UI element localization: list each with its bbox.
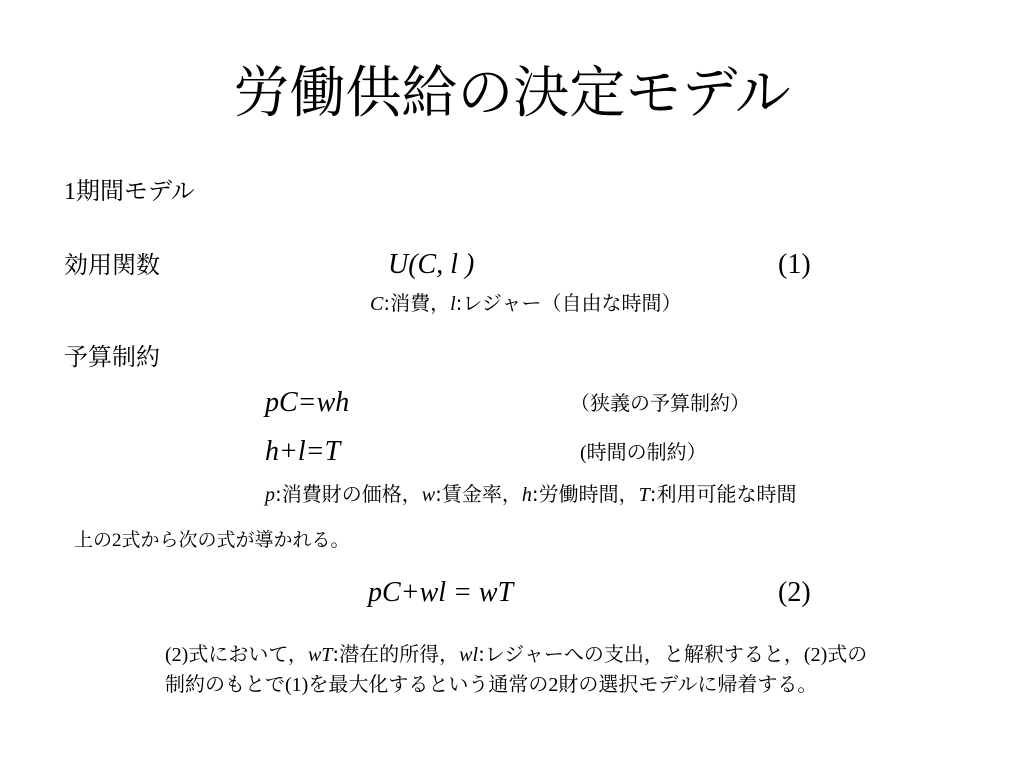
var-p: p: [265, 484, 275, 506]
time-note-paren: (: [580, 442, 587, 464]
derivation-text: [74, 527, 350, 554]
var-wl: wl: [459, 644, 479, 666]
def-p-text: :消費財の価格，: [275, 482, 422, 506]
var-h: h: [521, 484, 532, 506]
utility-definitions: [370, 290, 682, 317]
section-number: 1: [64, 179, 76, 205]
def-l-text: :レジャー（自由な時間）: [455, 291, 682, 315]
def-t-text: :利用可能な時間: [649, 482, 797, 506]
time-equation-note: [580, 439, 707, 466]
conclusion-text-3: :レジャーへの支出，と解釈すると，: [478, 642, 804, 666]
utility-formula: U(C, l ): [388, 249, 475, 280]
var-l: l: [450, 293, 456, 315]
derivation-pre: 上の: [74, 529, 113, 551]
conclusion-text-4: 式の: [827, 642, 868, 666]
eq-ref-2b: (2): [803, 644, 828, 666]
def-h-text: :労働時間，: [531, 482, 639, 506]
section-text: 期間モデル: [76, 177, 195, 205]
budget-equation-note: （狭義の予算制約）: [570, 391, 750, 415]
utility-label: 効用関数: [64, 251, 160, 279]
var-w: w: [421, 484, 436, 506]
conclusion-text-7: 財の選択モデルに帰着する。: [558, 672, 818, 696]
conclusion-line-1: [165, 638, 867, 671]
def-c-text: :消費，: [383, 291, 451, 315]
conclusion-text-5: 制約のもとで: [165, 672, 285, 696]
equation-number-2: (2): [778, 577, 811, 608]
budget-equation: pC=wh: [265, 387, 350, 418]
section-heading: [64, 176, 195, 207]
conclusion-text-2: :潜在的所得，: [332, 642, 460, 666]
var-wt: wT: [307, 644, 333, 666]
equation-number-1: (1): [778, 249, 811, 280]
conclusion-line-2: [165, 668, 817, 701]
def-w-text: :賃金率，: [435, 482, 522, 506]
eq-ref-1: (1): [285, 674, 309, 696]
combined-formula: pC+wl = wT: [368, 577, 514, 608]
time-note-text: 時間の制約）: [586, 440, 707, 464]
budget-label: 予算制約: [64, 343, 160, 371]
derivation-num: 2: [112, 530, 122, 551]
slide-title: 労働供給の決定モデル: [233, 61, 791, 126]
conclusion-text-6: を最大化するという通常の: [308, 672, 549, 696]
derivation-post: 式から次の式が導かれる。: [121, 529, 350, 551]
eq-ref-2a: (2): [165, 644, 189, 666]
var-c: C: [370, 293, 384, 315]
goods-count: 2: [548, 674, 559, 696]
var-t: T: [638, 484, 650, 506]
time-equation: h+l=T: [265, 436, 341, 467]
budget-definitions: [265, 481, 796, 508]
conclusion-text-1: 式において，: [188, 642, 308, 666]
